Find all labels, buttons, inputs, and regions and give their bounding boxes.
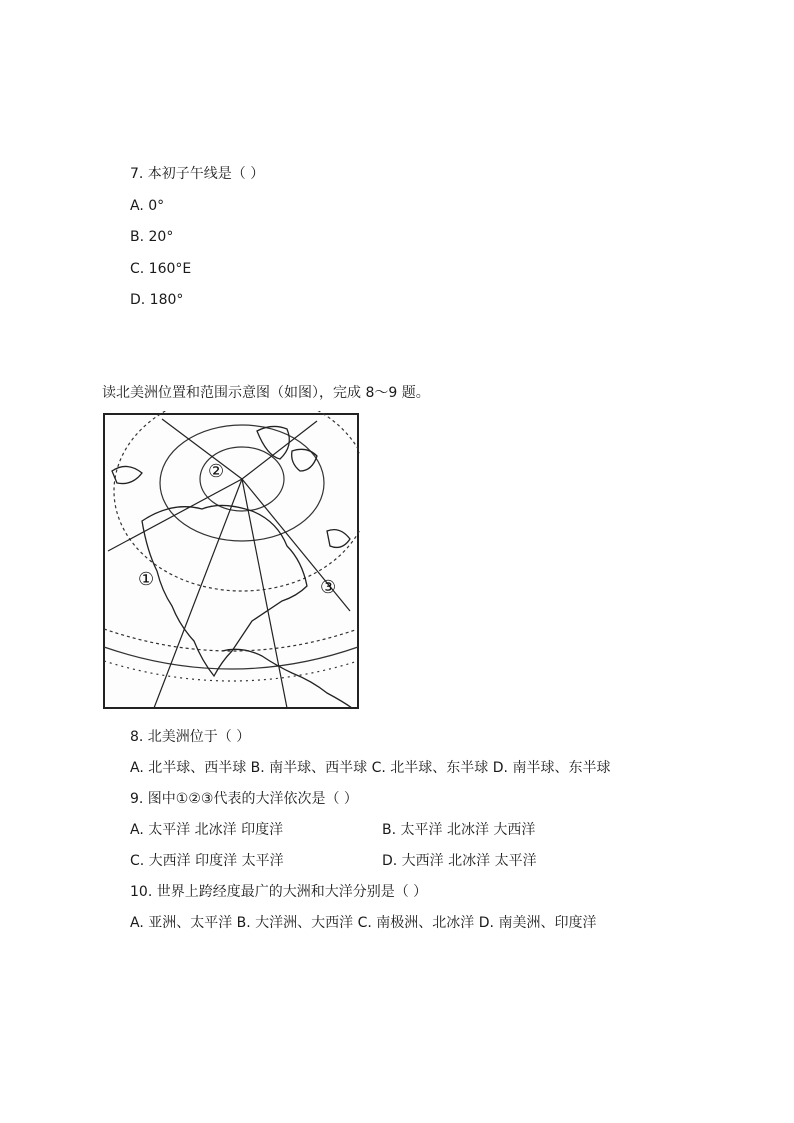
question-8-options: A. 北半球、西半球 B. 南半球、西半球 C. 北半球、东半球 D. 南半球、东半球 bbox=[130, 760, 611, 776]
ocean-marker-3: ③ bbox=[320, 577, 337, 598]
question-7-option-b: B. 20° bbox=[130, 229, 174, 245]
question-9-option-c: C. 大西洋 印度洋 太平洋 bbox=[130, 853, 284, 869]
question-9-option-a: A. 太平洋 北冰洋 印度洋 bbox=[130, 822, 284, 838]
map-intro-text: 读北美洲位置和范围示意图（如图），完成 8～9 题。 bbox=[102, 385, 430, 401]
map-frame bbox=[104, 414, 358, 708]
question-9-option-b: B. 太平洋 北冰洋 大西洋 bbox=[382, 822, 536, 838]
question-7-stem: 7. 本初子午线是（ ） bbox=[130, 166, 265, 182]
question-7-option-c: C. 160°E bbox=[130, 261, 192, 277]
question-8-stem: 8. 北美洲位于（ ） bbox=[130, 729, 251, 745]
north-america-map bbox=[102, 411, 360, 711]
ocean-marker-1: ① bbox=[138, 569, 155, 590]
question-10-options: A. 亚洲、太平洋 B. 大洋洲、大西洋 C. 南极洲、北冰洋 D. 南美洲、印度洋 bbox=[130, 915, 597, 931]
question-7-option-a: A. 0° bbox=[130, 198, 165, 214]
question-9-option-d: D. 大西洋 北冰洋 太平洋 bbox=[382, 853, 537, 869]
question-10-stem: 10. 世界上跨经度最广的大洲和大洋分别是（ ） bbox=[130, 884, 428, 900]
question-7-option-d: D. 180° bbox=[130, 292, 184, 308]
question-9-stem: 9. 图中①②③代表的大洋依次是（ ） bbox=[130, 791, 358, 807]
ocean-marker-2: ② bbox=[208, 461, 225, 482]
